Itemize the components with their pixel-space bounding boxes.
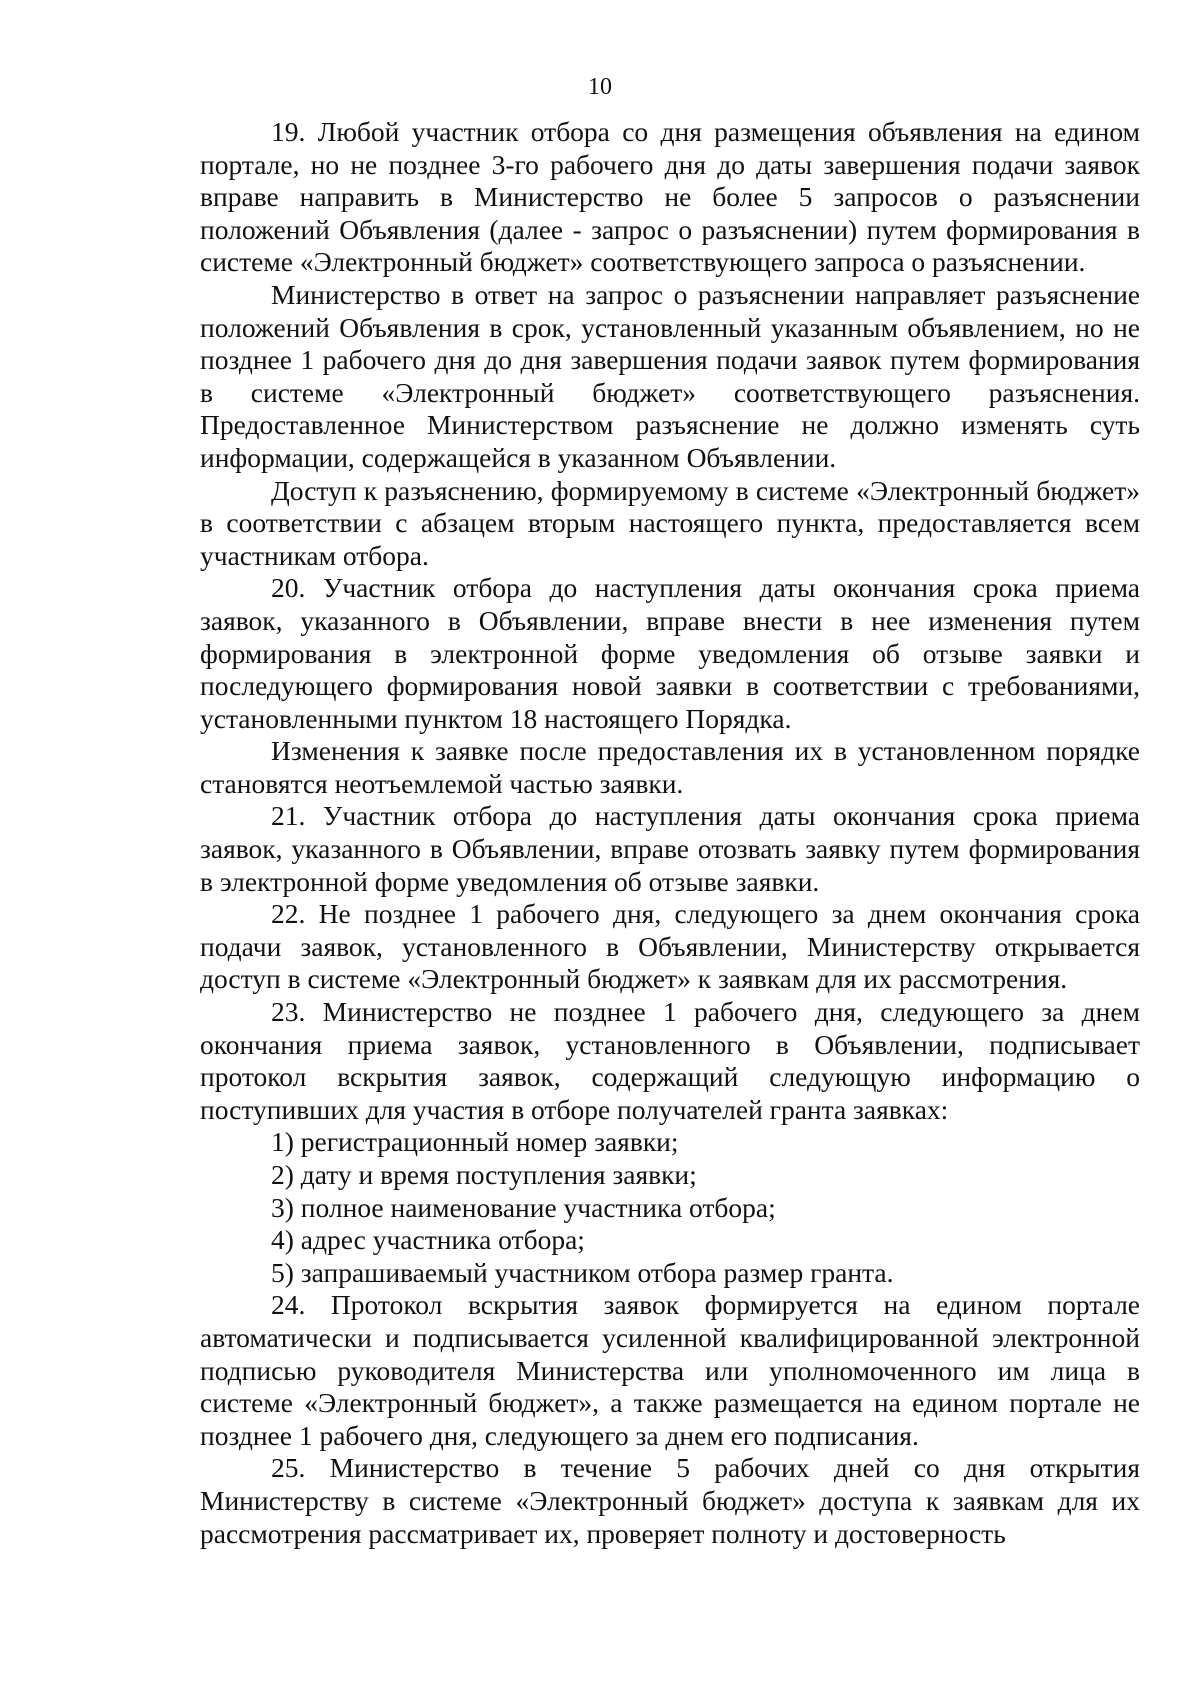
- paragraph-25: 25. Министерство в течение 5 рабочих дней со дня открытия Министерству в системе «Электронный бюджет» доступа к заявкам для их рассмотрения рассматривает их, проверяет полноту и достоверность: [200, 1452, 1140, 1549]
- paragraph-19-clarification-response: Министерство в ответ на запрос о разъяснении направляет разъяснение положений Объявления в срок, установленный указанным объявлением, но не позднее 1 рабочего дня до дня завершения подачи заявок путем формирования в системе «Электронный бюджет» соответствующего разъяснения. Предоставленное Министерством разъяснение не должно изменять суть информации, содержащейся в указанном Объявлении.: [200, 278, 1140, 473]
- paragraph-22: 22. Не позднее 1 рабочего дня, следующего за днем окончания срока подачи заявок, установленного в Объявлении, Министерству открывается доступ в системе «Электронный бюджет» к заявкам для их рассмотрения.: [200, 898, 1140, 995]
- list-item-4: 4) адрес участника отбора;: [271, 1224, 585, 1256]
- list-item-3: 3) полное наименование участника отбора;: [271, 1191, 776, 1223]
- list-item-1: 1) регистрационный номер заявки;: [271, 1126, 679, 1158]
- paragraph-19-access: Доступ к разъяснению, формируемому в системе «Электронный бюджет» в соответствии с абзацем вторым настоящего пункта, предоставляется всем участникам отбора.: [200, 474, 1140, 571]
- paragraph-20: 20. Участник отбора до наступления даты окончания срока приема заявок, указанного в Объявлении, вправе внести в нее изменения путем формирования в электронной форме уведомления об отзыве заявки и последующего формирования новой заявки в соответствии с требованиями, установленными пунктом 18 настоящего Порядка.: [200, 572, 1140, 734]
- paragraph-23: 23. Министерство не позднее 1 рабочего дня, следующего за днем окончания приема заявок, установленного в Объявлении, подписывает протокол вскрытия заявок, содержащий следующую информацию о поступивших для участия в отборе получателей гранта заявках:: [200, 996, 1140, 1125]
- page-number: 10: [588, 74, 612, 100]
- paragraph-21: 21. Участник отбора до наступления даты окончания срока приема заявок, указанного в Объявлении, вправе отозвать заявку путем формирования в электронной форме уведомления об отзыве заявки.: [200, 800, 1140, 897]
- paragraph-20-changes: Изменения к заявке после предоставления их в установленном порядке становятся неотъемлемой частью заявки.: [200, 735, 1140, 799]
- list-item-2: 2) дату и время поступления заявки;: [271, 1159, 697, 1190]
- document-body: [200, 116, 1140, 1550]
- paragraph-24: 24. Протокол вскрытия заявок формируется на едином портале автоматически и подписывается усиленной квалифицированной электронной подписью руководителя Министерства или уполномоченного им лица в системе «Электронный бюджет», а также размещается на едином портале не позднее 1 рабочего дня, следующего за днем его подписания.: [200, 1289, 1140, 1451]
- list-item-5: 5) запрашиваемый участником отбора размер гранта.: [271, 1256, 894, 1288]
- paragraph-19: 19. Любой участник отбора со дня размещения объявления на едином портале, но не позднее 3-го рабочего дня до даты завершения подачи заявок вправе направить в Министерство не более 5 запросов о разъяснении положений Объявления (далее - запрос о разъяснении) путем формирования в системе «Электронный бюджет» соответствующего запроса о разъяснении.: [200, 116, 1140, 278]
